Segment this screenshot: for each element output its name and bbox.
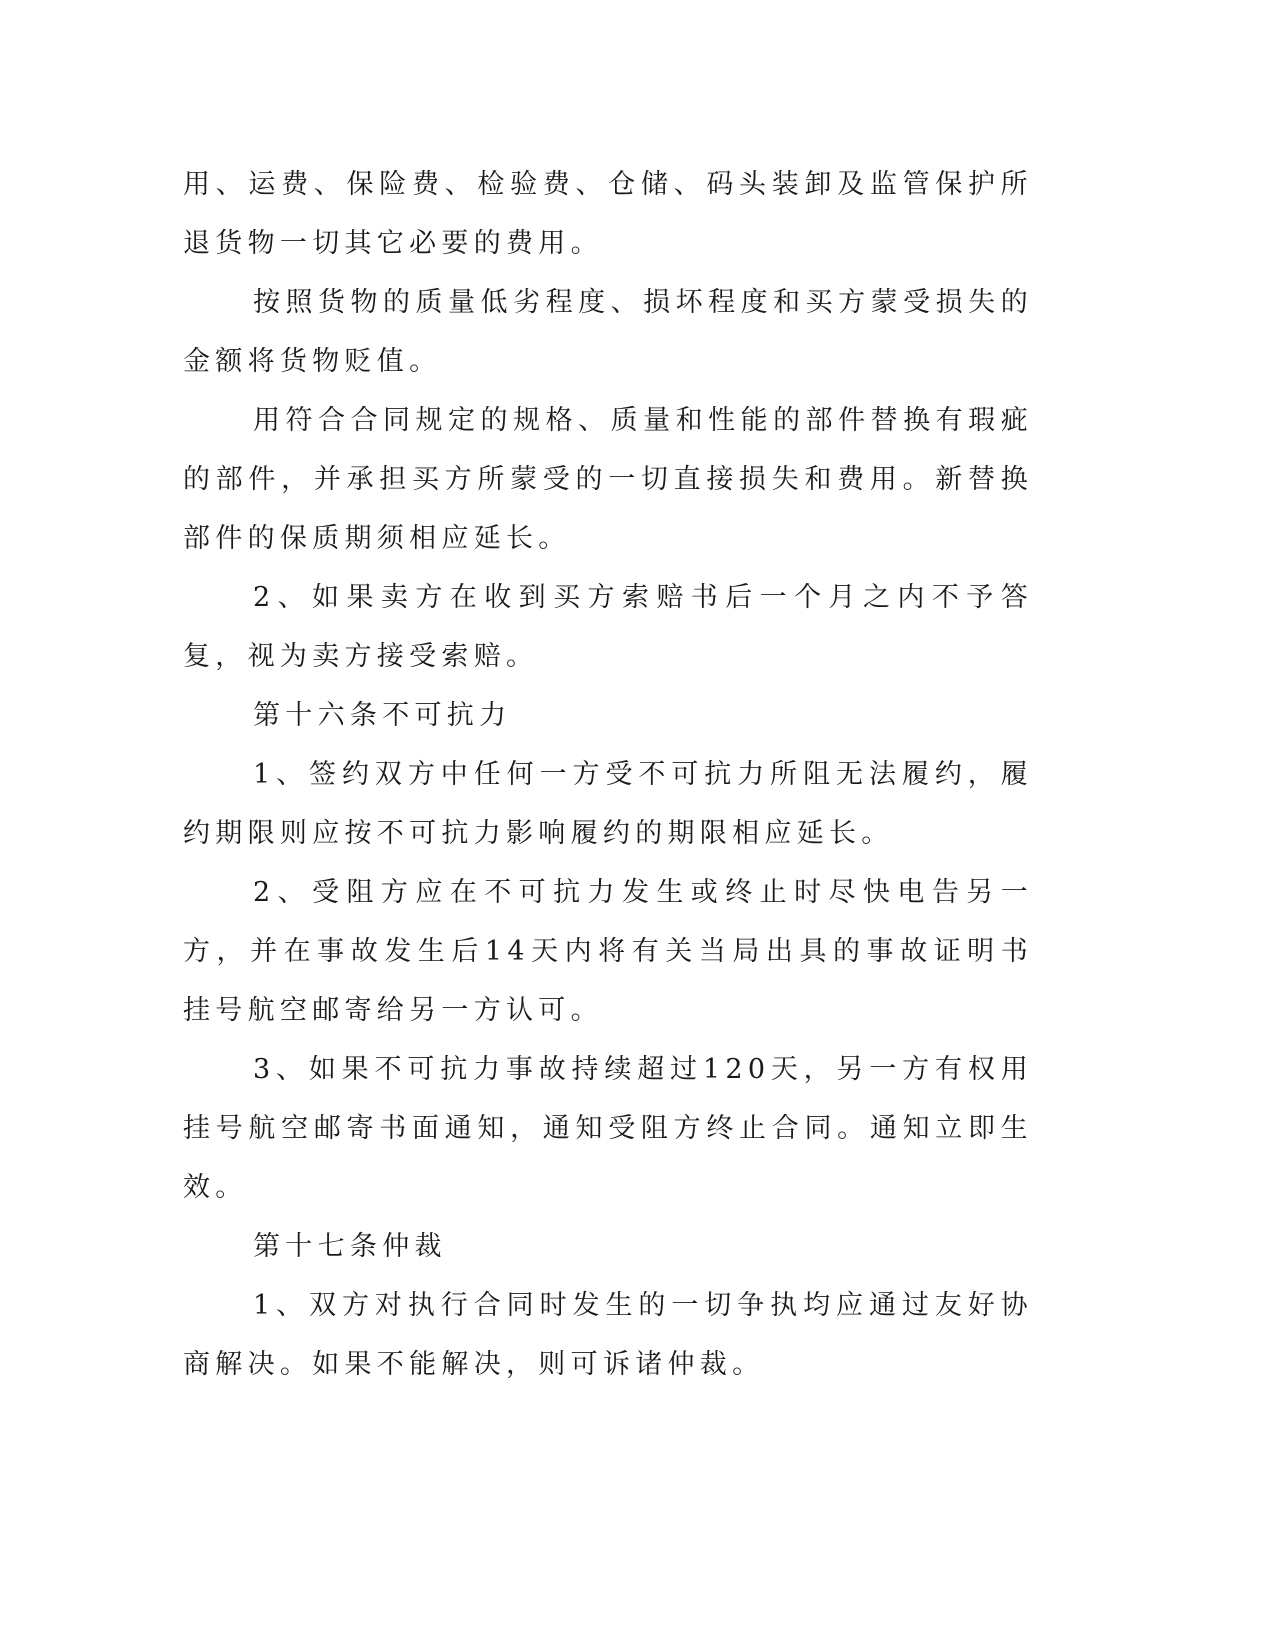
paragraph-claim-reply: 2、如果卖方在收到买方索赔书后一个月之内不予答复，视为卖方接受索赔。 bbox=[183, 582, 1033, 672]
paragraph-force-majeure-3: 3、如果不可抗力事故持续超过120天，另一方有权用挂号航空邮寄书面通知，通知受阻方终止合同。通知立即生效。 bbox=[183, 1054, 1033, 1203]
paragraph-force-majeure-2: 2、受阻方应在不可抗力发生或终止时尽快电告另一方，并在事故发生后14天内将有关当局出具的事故证明书挂号航空邮寄给另一方认可。 bbox=[183, 877, 1033, 1026]
paragraph-depreciation: 按照货物的质量低劣程度、损坏程度和买方蒙受损失的金额将货物贬值。 bbox=[183, 287, 1033, 377]
paragraph-arbitration-1: 1、双方对执行合同时发生的一切争执均应通过友好协商解决。如果不能解决，则可诉诸仲裁。 bbox=[183, 1290, 1033, 1380]
document-body bbox=[183, 155, 1033, 1394]
section-heading-force-majeure: 第十六条不可抗力 bbox=[253, 700, 512, 731]
paragraph-force-majeure-1: 1、签约双方中任何一方受不可抗力所阻无法履约，履约期限则应按不可抗力影响履约的期限相应延长。 bbox=[183, 759, 1033, 849]
paragraph-refund-costs: 用、运费、保险费、检验费、仓储、码头装卸及监管保护所退货物一切其它必要的费用。 bbox=[183, 169, 1033, 259]
section-heading-arbitration: 第十七条仲裁 bbox=[253, 1231, 447, 1262]
paragraph-part-replacement: 用符合合同规定的规格、质量和性能的部件替换有瑕疵的部件，并承担买方所蒙受的一切直接损失和费用。新替换部件的保质期须相应延长。 bbox=[183, 405, 1033, 554]
